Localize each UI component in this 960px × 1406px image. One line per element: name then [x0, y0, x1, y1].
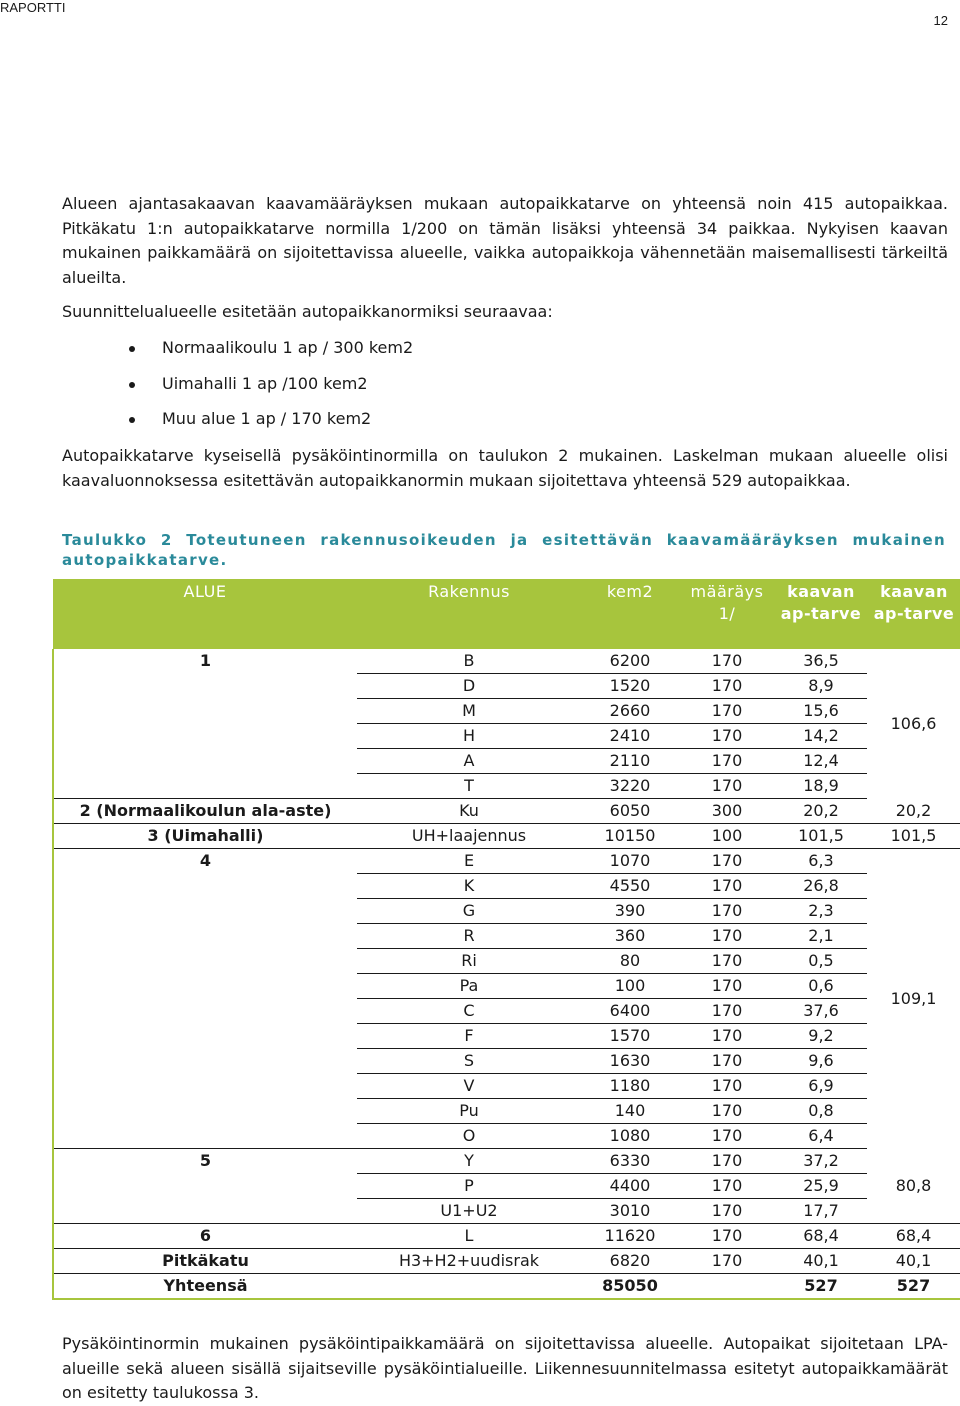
cell-aptarve: 68,4 [775, 1224, 867, 1249]
cell-rakennus: M [357, 699, 581, 724]
cell-maarays: 170 [679, 974, 775, 999]
parking-demand-table [52, 579, 960, 1300]
cell-maarays: 170 [679, 999, 775, 1024]
closing-paragraph: Pysäköintinormin mukainen pysäköintipaikkamäärä on sijoitettavissa alueelle. Autopaikat sijoitetaan LPA-alueille sekä alueen sisällä sijaitseville pysäköintialueille. Liikennesuunnitelmassa esitetyt autopaikkamäärät on esitetty taulukossa 3. [62, 1334, 948, 1402]
cell-maarays: 170 [679, 874, 775, 899]
cell-rakennus: O [357, 1124, 581, 1149]
cell-rakennus: H3+H2+uudisrak [357, 1249, 581, 1274]
cell-alue [53, 674, 357, 699]
cell-rakennus: Ku [357, 799, 581, 824]
cell-maarays: 170 [679, 1099, 775, 1124]
cell-kem2: 1520 [581, 674, 679, 699]
cell-aptarve: 14,2 [775, 724, 867, 749]
cell-aptarve: 9,6 [775, 1049, 867, 1074]
cell-kem2: 1080 [581, 1124, 679, 1149]
cell-maarays: 100 [679, 824, 775, 849]
table-row [53, 1149, 960, 1174]
cell-aptarve: 40,1 [775, 1249, 867, 1274]
table-row [53, 874, 960, 899]
cell-alue [53, 874, 357, 899]
cell-aptarve: 26,8 [775, 874, 867, 899]
header-maarays: määräys 1/ [679, 579, 775, 649]
cell-alue [53, 1074, 357, 1099]
page-number: 12 [933, 13, 948, 28]
cell-total-kem2: 85050 [581, 1274, 679, 1300]
cell-aptarve: 17,7 [775, 1199, 867, 1224]
header-kaavan-aptarve: kaavan ap-tarve [775, 579, 867, 649]
cell-kem2: 6050 [581, 799, 679, 824]
norm-bullet-list [62, 336, 413, 443]
cell-aptarve: 6,3 [775, 849, 867, 874]
cell-kem2: 100 [581, 974, 679, 999]
table-row [53, 899, 960, 924]
cell-alue [53, 1024, 357, 1049]
cell-group-total: 20,2 [867, 799, 960, 824]
cell-kem2: 11620 [581, 1224, 679, 1249]
cell-rakennus: Pa [357, 974, 581, 999]
norms-lead-paragraph: Suunnittelualueelle esitetään autopaikkanormiksi seuraavaa: [62, 302, 553, 321]
cell-group-total: 101,5 [867, 824, 960, 849]
cell-aptarve: 2,3 [775, 899, 867, 924]
bullet-text: Uimahalli 1 ap /100 kem2 [162, 373, 368, 393]
cell-maarays: 170 [679, 1174, 775, 1199]
table-row [53, 749, 960, 774]
cell-rakennus: E [357, 849, 581, 874]
table-row [53, 649, 960, 674]
table-row [53, 674, 960, 699]
bullet-icon [129, 382, 135, 388]
cell-kem2: 2110 [581, 749, 679, 774]
table-row [53, 1174, 960, 1199]
cell-maarays: 170 [679, 1024, 775, 1049]
cell-aptarve: 18,9 [775, 774, 867, 799]
table-row [53, 1124, 960, 1149]
table-row [53, 1224, 960, 1249]
cell-kem2: 4400 [581, 1174, 679, 1199]
cell-aptarve: 15,6 [775, 699, 867, 724]
cell-rakennus: G [357, 899, 581, 924]
bullet-icon [129, 417, 135, 423]
table-row [53, 824, 960, 849]
cell-alue [53, 699, 357, 724]
cell-alue: 3 (Uimahalli) [53, 824, 357, 849]
bullet-item [62, 336, 413, 372]
cell-kem2: 6200 [581, 649, 679, 674]
table-row [53, 799, 960, 824]
cell-kem2: 4550 [581, 874, 679, 899]
cell-total-group: 527 [867, 1274, 960, 1300]
bullet-icon [129, 346, 135, 352]
table-row [53, 1249, 960, 1274]
bullet-item [62, 372, 413, 408]
header-alue: ALUE [53, 579, 357, 649]
cell-rakennus: R [357, 924, 581, 949]
cell-kem2: 6820 [581, 1249, 679, 1274]
table-caption: Taulukko 2 Toteutuneen rakennusoikeuden ja esitettävän kaavamääräyksen mukainen autopaikkatarve. [62, 531, 946, 569]
cell-maarays: 170 [679, 674, 775, 699]
cell-kem2: 1180 [581, 1074, 679, 1099]
table-row [53, 974, 960, 999]
cell-aptarve: 37,6 [775, 999, 867, 1024]
cell-aptarve: 6,9 [775, 1074, 867, 1099]
cell-alue [53, 749, 357, 774]
cell-maarays: 170 [679, 699, 775, 724]
cell-rakennus: Y [357, 1149, 581, 1174]
table-row [53, 1099, 960, 1124]
cell-kem2: 390 [581, 899, 679, 924]
cell-aptarve: 8,9 [775, 674, 867, 699]
cell-group-total: 106,6 [867, 649, 960, 799]
cell-alue [53, 899, 357, 924]
table-row [53, 849, 960, 874]
cell-aptarve: 0,6 [775, 974, 867, 999]
table-row [53, 924, 960, 949]
cell-alue [53, 774, 357, 799]
cell-alue [53, 1124, 357, 1149]
cell-kem2: 1570 [581, 1024, 679, 1049]
table-row [53, 724, 960, 749]
table-row [53, 774, 960, 799]
cell-rakennus: P [357, 1174, 581, 1199]
cell-alue: 1 [53, 649, 357, 674]
cell-maarays: 170 [679, 899, 775, 924]
parking-table-wrapper [52, 579, 960, 1300]
cell-group-total: 68,4 [867, 1224, 960, 1249]
cell-total-label: Yhteensä [53, 1274, 357, 1300]
bullet-text: Muu alue 1 ap / 170 kem2 [162, 409, 372, 428]
cell-maarays: 170 [679, 649, 775, 674]
table-header-row [53, 579, 960, 649]
header-kem2: kem2 [581, 579, 679, 649]
cell-alue: 2 (Normaalikoulun ala-aste) [53, 799, 357, 824]
cell-aptarve: 101,5 [775, 824, 867, 849]
cell-maarays: 170 [679, 1149, 775, 1174]
cell-alue [53, 1174, 357, 1199]
cell-maarays: 170 [679, 774, 775, 799]
cell-kem2: 140 [581, 1099, 679, 1124]
cell-kem2: 3220 [581, 774, 679, 799]
table-row [53, 1199, 960, 1224]
cell-rakennus: L [357, 1224, 581, 1249]
cell-rakennus: F [357, 1024, 581, 1049]
cell-maarays: 170 [679, 1199, 775, 1224]
cell-alue [53, 924, 357, 949]
intro-paragraph: Alueen ajantasakaavan kaavamääräyksen mukaan autopaikkatarve on yhteensä noin 415 autopaikkaa. Pitkäkatu 1:n autopaikkatarve normilla 1/200 on tämän lisäksi yhteensä 34 paikkaa. Nykyisen kaavan mukainen paikkamäärä on sijoitettavissa alueelle, vaikka autopaikkoja vähennetään maisemallisesti tärkeiltä alueilta. [62, 194, 948, 287]
cell-rakennus: Ri [357, 949, 581, 974]
cell-alue: 5 [53, 1149, 357, 1174]
cell-rakennus: T [357, 774, 581, 799]
cell-alue: 6 [53, 1224, 357, 1249]
cell-maarays: 170 [679, 1074, 775, 1099]
cell-aptarve: 20,2 [775, 799, 867, 824]
cell-rakennus: A [357, 749, 581, 774]
cell-group-total: 109,1 [867, 849, 960, 1149]
cell-aptarve: 6,4 [775, 1124, 867, 1149]
cell-aptarve: 36,5 [775, 649, 867, 674]
cell-rakennus: UH+laajennus [357, 824, 581, 849]
table-row [53, 999, 960, 1024]
table-row [53, 1024, 960, 1049]
cell-kem2: 2660 [581, 699, 679, 724]
cell-aptarve: 9,2 [775, 1024, 867, 1049]
cell-kem2: 80 [581, 949, 679, 974]
cell-alue [53, 949, 357, 974]
cell-group-total: 40,1 [867, 1249, 960, 1274]
cell-rakennus: V [357, 1074, 581, 1099]
table-row [53, 949, 960, 974]
cell-kem2: 3010 [581, 1199, 679, 1224]
cell-rakennus: H [357, 724, 581, 749]
cell-kem2: 1070 [581, 849, 679, 874]
cell-maarays: 170 [679, 949, 775, 974]
cell-maarays: 170 [679, 724, 775, 749]
cell-maarays: 170 [679, 1224, 775, 1249]
after-bullets-paragraph: Autopaikkatarve kyseisellä pysäköintinormilla on taulukon 2 mukainen. Laskelman mukaan alueelle olisi kaavaluonnoksessa esitettävän autopaikkanormin mukaan sijoitettava yhteensä 529 autopaikkaa. [62, 446, 948, 490]
cell-maarays: 170 [679, 849, 775, 874]
header-rakennus: Rakennus [357, 579, 581, 649]
cell-rakennus: Pu [357, 1099, 581, 1124]
table-row [53, 1049, 960, 1074]
cell-total-rakennus [357, 1274, 581, 1300]
cell-alue [53, 1099, 357, 1124]
table-total-row [53, 1274, 960, 1300]
header-kaavan-aptarve-total: kaavan ap-tarve [867, 579, 960, 649]
cell-maarays: 300 [679, 799, 775, 824]
cell-rakennus: B [357, 649, 581, 674]
cell-alue: 4 [53, 849, 357, 874]
cell-rakennus: U1+U2 [357, 1199, 581, 1224]
cell-maarays: 170 [679, 1049, 775, 1074]
cell-aptarve: 12,4 [775, 749, 867, 774]
cell-aptarve: 37,2 [775, 1149, 867, 1174]
cell-alue [53, 999, 357, 1024]
cell-rakennus: D [357, 674, 581, 699]
cell-maarays: 170 [679, 749, 775, 774]
bullet-item [62, 407, 413, 443]
cell-aptarve: 25,9 [775, 1174, 867, 1199]
cell-group-total: 80,8 [867, 1149, 960, 1224]
cell-rakennus: S [357, 1049, 581, 1074]
cell-aptarve: 0,8 [775, 1099, 867, 1124]
cell-alue [53, 724, 357, 749]
table-row [53, 1074, 960, 1099]
cell-kem2: 6400 [581, 999, 679, 1024]
cell-kem2: 1630 [581, 1049, 679, 1074]
cell-alue [53, 1199, 357, 1224]
cell-kem2: 2410 [581, 724, 679, 749]
cell-kem2: 10150 [581, 824, 679, 849]
cell-rakennus: K [357, 874, 581, 899]
cell-alue [53, 974, 357, 999]
cell-kem2: 6330 [581, 1149, 679, 1174]
cell-aptarve: 0,5 [775, 949, 867, 974]
bullet-text: Normaalikoulu 1 ap / 300 kem2 [162, 338, 414, 357]
cell-maarays: 170 [679, 924, 775, 949]
cell-alue: Pitkäkatu [53, 1249, 357, 1274]
cell-total-aptarve: 527 [775, 1274, 867, 1300]
cell-aptarve: 2,1 [775, 924, 867, 949]
document-type-label: RAPORTTI [0, 0, 66, 15]
cell-maarays: 170 [679, 1124, 775, 1149]
table-row [53, 699, 960, 724]
cell-alue [53, 1049, 357, 1074]
cell-kem2: 360 [581, 924, 679, 949]
cell-rakennus: C [357, 999, 581, 1024]
cell-maarays: 170 [679, 1249, 775, 1274]
cell-total-maarays [679, 1274, 775, 1300]
